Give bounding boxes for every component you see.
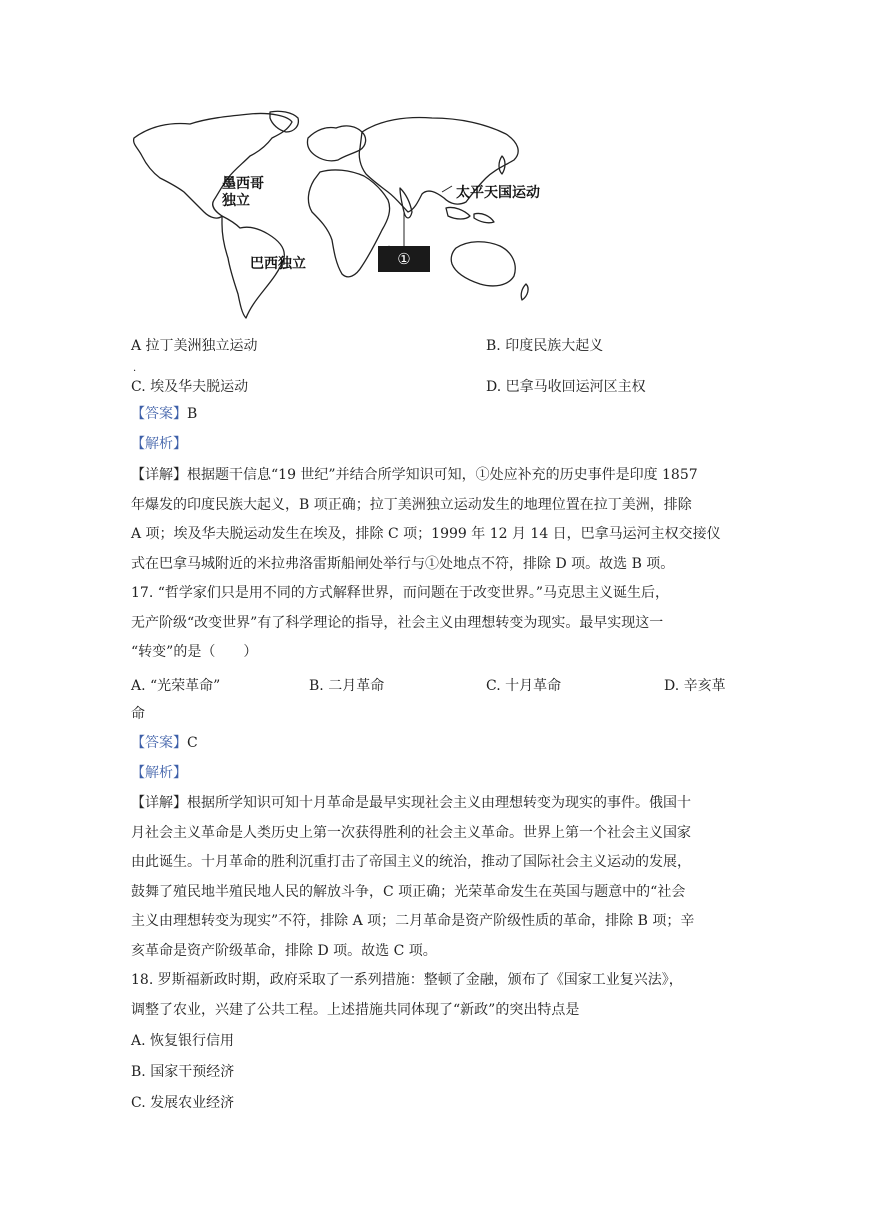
q16-analysis-tag: 【解析】 xyxy=(131,436,187,452)
q17-analysis-tag: 【解析】 xyxy=(131,765,187,781)
q16-option-c: C. 埃及华夫脱运动 xyxy=(131,379,249,395)
q16-detail-line-1 xyxy=(131,465,698,485)
q18-stem-line-1: 18. 罗斯福新政时期，政府采取了一系列措施：整顿了金融，颁布了《国家工业复兴法》， xyxy=(131,972,683,988)
q17-detail-line-1 xyxy=(131,793,691,813)
world-map-outline xyxy=(130,108,550,323)
q17-answer xyxy=(131,733,198,753)
q18-stem-line-2: 调整了农业，兴建了公共工程。上述措施共同体现了“新政”的突出特点是 xyxy=(131,1002,580,1018)
q17-detail-text-1: 根据所学知识可知十月革命是最早实现社会主义由理想转变为现实的事件。俄国十 xyxy=(187,795,691,811)
q17-option-c: C. 十月革命 xyxy=(486,678,562,694)
q17-option-d: D. 辛亥革 xyxy=(664,678,726,694)
q16-detail-line-3: A 项；埃及华夫脱运动发生在埃及，排除 C 项；1999 年 12 月 14 日，巴拿马运河主权交接仪 xyxy=(131,526,721,542)
q16-detail-line-4: 式在巴拿马城附近的米拉弗洛雷斯船闸处举行与①处地点不符，排除 D 项。故选 B 项。 xyxy=(131,556,675,572)
q18-option-c: C. 发展农业经济 xyxy=(131,1095,235,1111)
q17-option-d-wrap: 命 xyxy=(131,706,145,722)
q17-stem-line-3: “转变”的是（ ） xyxy=(131,644,258,660)
q17-detail-line-4: 鼓舞了殖民地半殖民地人民的解放斗争，C 项正确；光荣革命发生在英国与题意中的“社会 xyxy=(131,884,686,900)
map-label-mexico xyxy=(222,176,264,210)
q17-detail-line-3: 由此诞生。十月革命的胜利沉重打击了帝国主义的统治，推动了国际社会主义运动的发展， xyxy=(131,854,691,870)
q17-stem-line-1: 17. “哲学家们只是用不同的方式解释世界，而问题在于改变世界。”马克思主义诞生后， xyxy=(131,585,670,601)
q16-answer-tag: 【答案】 xyxy=(131,406,187,422)
q17-option-b: B. 二月革命 xyxy=(309,678,385,694)
q16-option-b: B. 印度民族大起义 xyxy=(486,338,604,354)
map-label-brazil: 巴西独立 xyxy=(250,256,306,272)
q16-answer-value: B xyxy=(187,406,198,422)
q16-answer xyxy=(131,404,197,424)
map-label-taiping: 太平天国运动 xyxy=(456,185,540,201)
q17-option-a: A. “光荣革命” xyxy=(131,678,221,694)
world-map-figure xyxy=(130,108,550,323)
q17-stem-line-2: 无产阶级“改变世界”有了科学理论的指导，社会主义由理想转变为现实。最早实现这一 xyxy=(131,615,664,631)
q16-option-a: A 拉丁美洲独立运动 xyxy=(131,338,258,354)
q17-answer-value: C xyxy=(187,735,198,751)
map-label-mexico-line1: 墨西哥 xyxy=(222,176,264,192)
map-marker-1: ① xyxy=(378,246,430,272)
q17-detail-line-5: 主义由理想转变为现实”不符，排除 A 项；二月革命是资产阶级性质的革命，排除 B 项；辛 xyxy=(131,913,695,929)
q16-option-d: D. 巴拿马收回运河区主权 xyxy=(486,379,646,395)
q16-detail-tag: 【详解】 xyxy=(131,467,187,483)
q18-option-b: B. 国家干预经济 xyxy=(131,1064,235,1080)
q16-detail-line-2: 年爆发的印度民族大起义，B 项正确；拉丁美洲独立运动发生的地理位置在拉丁美洲，排除 xyxy=(131,497,692,513)
q18-option-a: A. 恢复银行信用 xyxy=(131,1033,235,1049)
q16-detail-text-1: 根据题干信息“19 世纪”并结合所学知识可知，①处应补充的历史事件是印度 1857 xyxy=(187,467,698,483)
q17-answer-tag: 【答案】 xyxy=(131,735,187,751)
q17-detail-line-6: 亥革命是资产阶级革命，排除 D 项。故选 C 项。 xyxy=(131,943,437,959)
q17-detail-tag: 【详解】 xyxy=(131,795,187,811)
map-label-mexico-line2: 独立 xyxy=(222,193,250,209)
q17-detail-line-2: 月社会主义革命是人类历史上第一次获得胜利的社会主义革命。世界上第一个社会主义国家 xyxy=(131,825,691,841)
q16-option-a-dot: · xyxy=(133,366,137,377)
